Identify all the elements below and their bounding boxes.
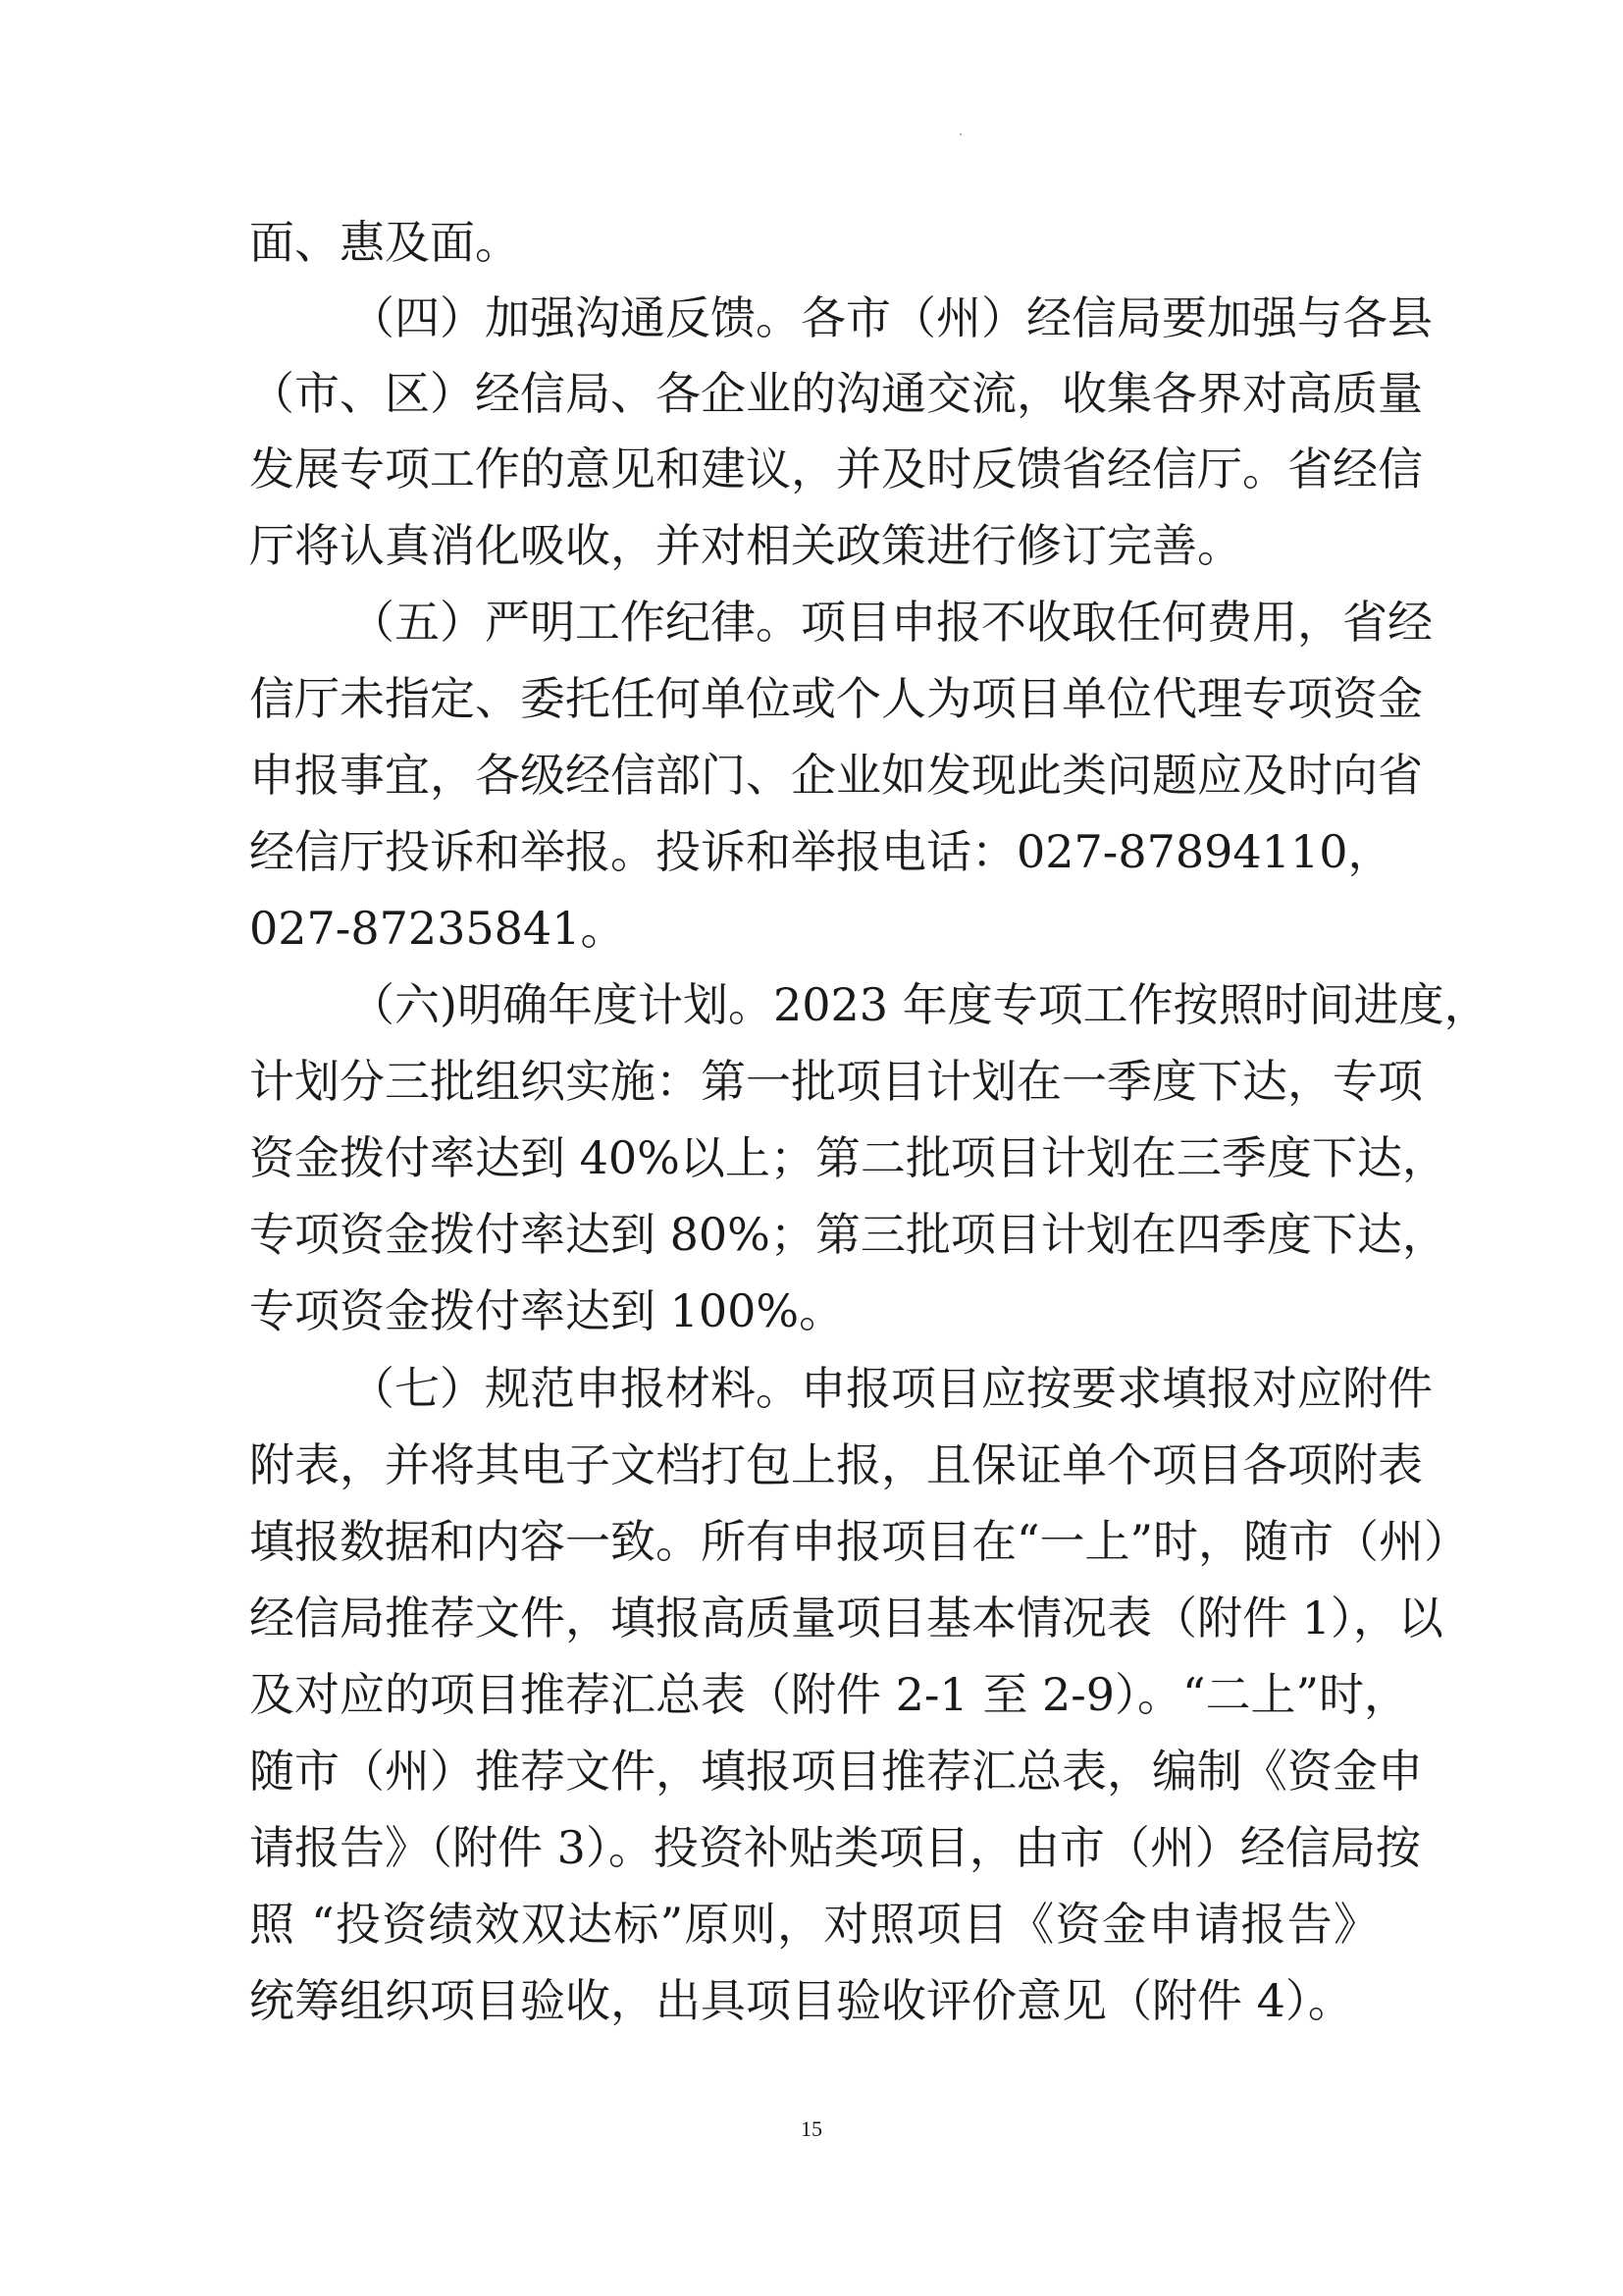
text-line-14: 专项资金拨付率达到 80%；第三批项目计划在四季度下达，	[249, 1208, 1447, 1261]
text-line-5: 厅将认真消化吸收，并对相关政策进行修订完善。	[249, 519, 1242, 572]
text-line-20: 及对应的项目推荐汇总表（附件 2-1 至 2-9）。“二上”时，	[249, 1668, 1410, 1721]
text-line-16: （七）规范申报材料。申报项目应按要求填报对应附件	[349, 1362, 1433, 1415]
text-line-24: 统筹组织项目验收，出具项目验收评价意见（附件 4）。	[249, 1974, 1353, 2027]
text-line-23: 照 “投资绩效双达标”原则，对照项目《资金申请报告》	[249, 1898, 1379, 1951]
text-line-19: 经信局推荐文件，填报高质量项目基本情况表（附件 1），以	[249, 1592, 1443, 1644]
text-line-9: 经信厅投诉和举报。投诉和举报电话：027-87894110，	[249, 825, 1393, 878]
scan-speck	[960, 133, 962, 135]
text-line-4: 发展专项工作的意见和建议，并及时反馈省经信厅。省经信	[249, 443, 1423, 496]
text-line-17: 附表，并将其电子文档打包上报，且保证单个项目各项附表	[249, 1438, 1423, 1491]
text-line-13: 资金拨付率达到 40%以上；第二批项目计划在三季度下达，	[249, 1131, 1447, 1184]
text-line-15: 专项资金拨付率达到 100%。	[249, 1284, 845, 1337]
text-line-21: 随市（州）推荐文件，填报项目推荐汇总表，编制《资金申	[249, 1745, 1423, 1798]
text-line-18: 填报数据和内容一致。所有申报项目在“一上”时，随市（州）	[249, 1515, 1470, 1568]
text-line-7: 信厅未指定、委托任何单位或个人为项目单位代理专项资金	[249, 672, 1423, 725]
text-line-11: （六)明确年度计划。2023 年度专项工作按照时间进度，	[349, 978, 1490, 1031]
text-line-8: 申报事宜，各级经信部门、企业如发现此类问题应及时向省	[249, 749, 1423, 802]
text-line-2: （四）加强沟通反馈。各市（州）经信局要加强与各县	[349, 291, 1433, 344]
text-line-10: 027-87235841。	[249, 902, 626, 955]
text-line-12: 计划分三批组织实施：第一批项目计划在一季度下达，专项	[249, 1055, 1423, 1108]
text-line-6: （五）严明工作纪律。项目申报不收取任何费用，省经	[349, 596, 1433, 649]
text-line-3: （市、区）经信局、各企业的沟通交流，收集各界对高质量	[249, 367, 1423, 420]
text-line-1: 面、惠及面。	[249, 216, 520, 269]
text-line-22: 请报告》（附件 3）。投资补贴类项目，由市（州）经信局按	[249, 1821, 1421, 1874]
page-number: 15	[801, 2116, 822, 2141]
